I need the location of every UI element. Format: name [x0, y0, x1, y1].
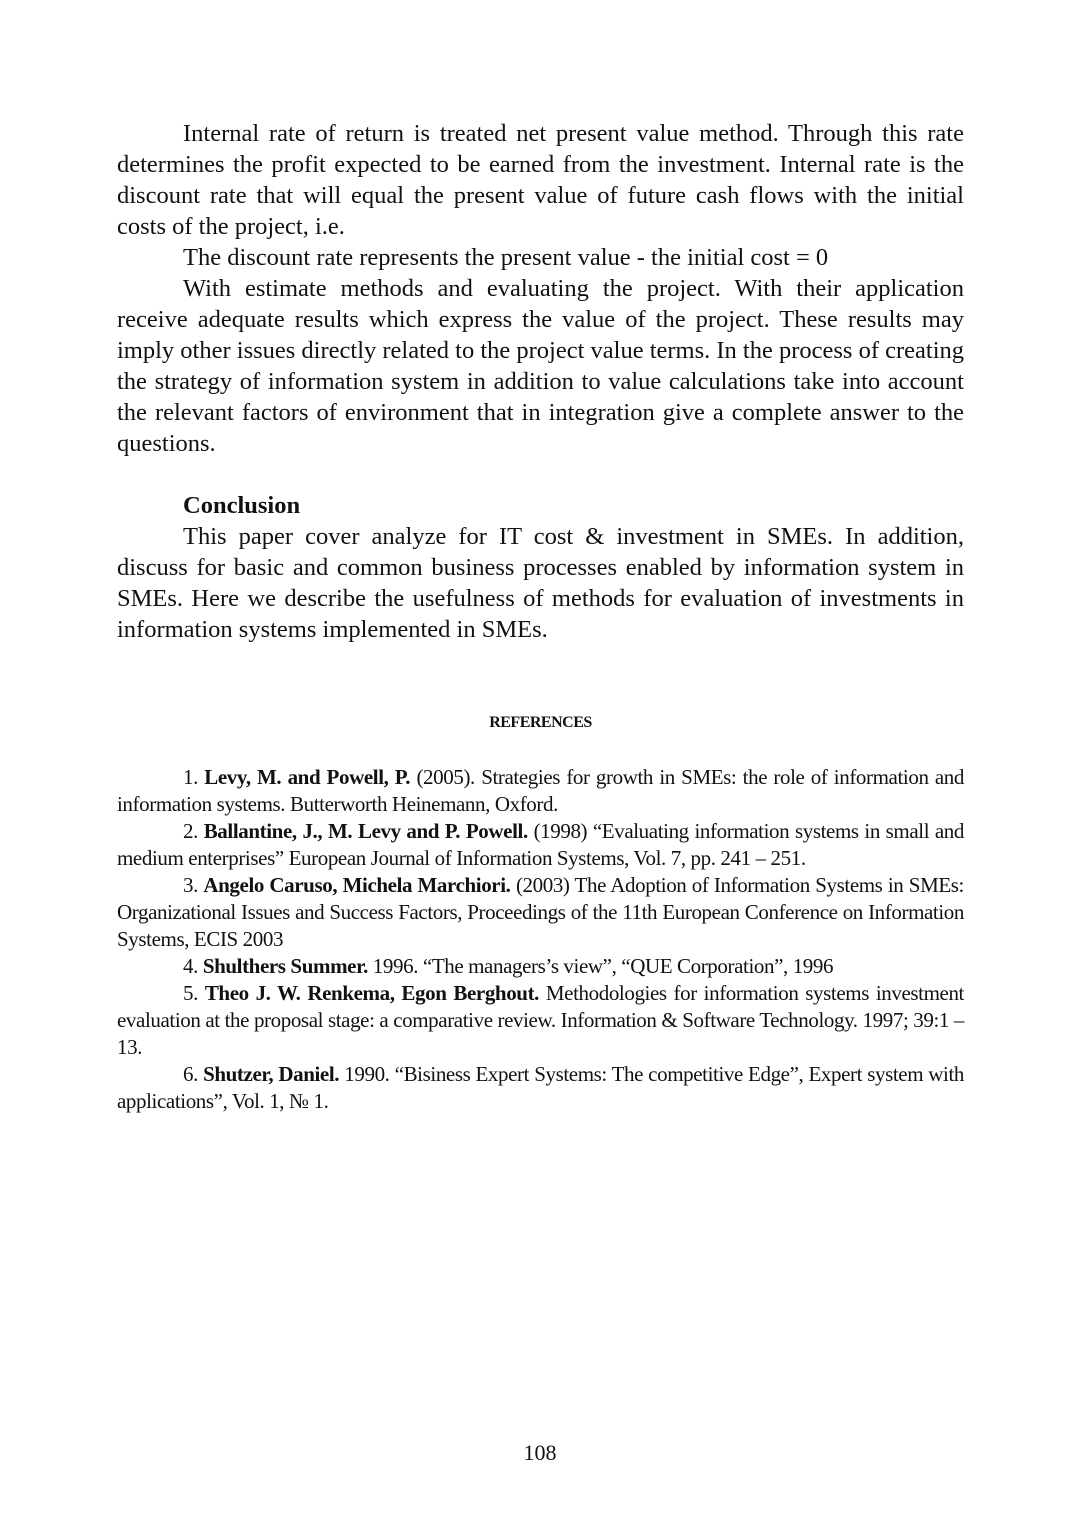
- page-content: [117, 118, 964, 1115]
- reference-details: (2003) The Adoption of Information Systems in SMEs: Organizational Issues and Success Factors, Proceedings of the 11th European Conference on Information Systems, ECIS 2003: [117, 873, 964, 951]
- reference-authors: Levy, M. and Powell, P.: [204, 765, 411, 789]
- reference-details: Methodologies for information systems investment evaluation at the proposal stage: a comparative review. Information & Software Technology. 1997; 39:1 – 13.: [117, 981, 964, 1059]
- reference-details: (1998) “Evaluating information systems in small and medium enterprises” European Journal of Information Systems, Vol. 7, pp. 241 – 251.: [117, 819, 965, 870]
- reference-authors: Angelo Caruso, Michela Marchiori.: [203, 873, 511, 897]
- body-paragraph-discount-rate: The discount rate represents the present value - the initial cost = 0: [183, 244, 829, 271]
- references-title: REFERENCES: [489, 714, 592, 731]
- references-list: [117, 764, 964, 1115]
- reference-authors: Ballantine, J., M. Levy and P. Powell.: [203, 819, 528, 843]
- body-paragraph-estimate-methods: With estimate methods and evaluating the project. With their application receive adequate results which express the value of the project. These results may imply other issues directly related to the project value terms. In the process of creating the strategy of information system in addition to value calculations take into account the relevant factors of environment that in integration give a complete answer to the questions.: [117, 275, 965, 457]
- reference-item: [117, 764, 964, 818]
- reference-number: 6.: [183, 1062, 198, 1086]
- reference-authors: Theo J. W. Renkema, Egon Berghout.: [204, 981, 540, 1005]
- reference-number: 5.: [183, 981, 198, 1005]
- reference-number: 4.: [183, 954, 198, 978]
- conclusion-heading: Conclusion: [183, 492, 301, 519]
- reference-authors: Shulthers Summer.: [202, 954, 368, 978]
- reference-number: 3.: [183, 873, 198, 897]
- reference-number: 1.: [183, 765, 198, 789]
- body-paragraph-irr: Internal rate of return is treated net present value method. Through this rate determines the profit expected to be earned from the investment. Internal rate is the discount rate that will equal the present value of future cash flows with the initial costs of the project, i.e.: [117, 120, 964, 240]
- reference-item: [117, 872, 964, 953]
- reference-item: [117, 980, 964, 1061]
- reference-authors: Shutzer, Daniel.: [203, 1062, 340, 1086]
- reference-details: 1996. “The managers’s view”, “QUE Corporation”, 1996: [372, 954, 834, 978]
- conclusion-paragraph: This paper cover analyze for IT cost & investment in SMEs. In addition, discuss for basic and common business processes enabled by information system in SMEs. Here we describe the usefulness of methods for evaluation of investments in information systems implemented in SMEs.: [117, 523, 964, 643]
- reference-item: [117, 953, 964, 980]
- reference-item: [117, 818, 964, 872]
- reference-number: 2.: [183, 819, 198, 843]
- reference-item: [117, 1061, 964, 1115]
- page-number: 108: [523, 1440, 557, 1465]
- reference-details: (2005). Strategies for growth in SMEs: the role of information and information systems. Butterworth Heinemann, Oxford.: [117, 765, 964, 816]
- reference-details: 1990. “Bisiness Expert Systems: The competitive Edge”, Expert system with applications”, Vol. 1, № 1.: [117, 1062, 965, 1113]
